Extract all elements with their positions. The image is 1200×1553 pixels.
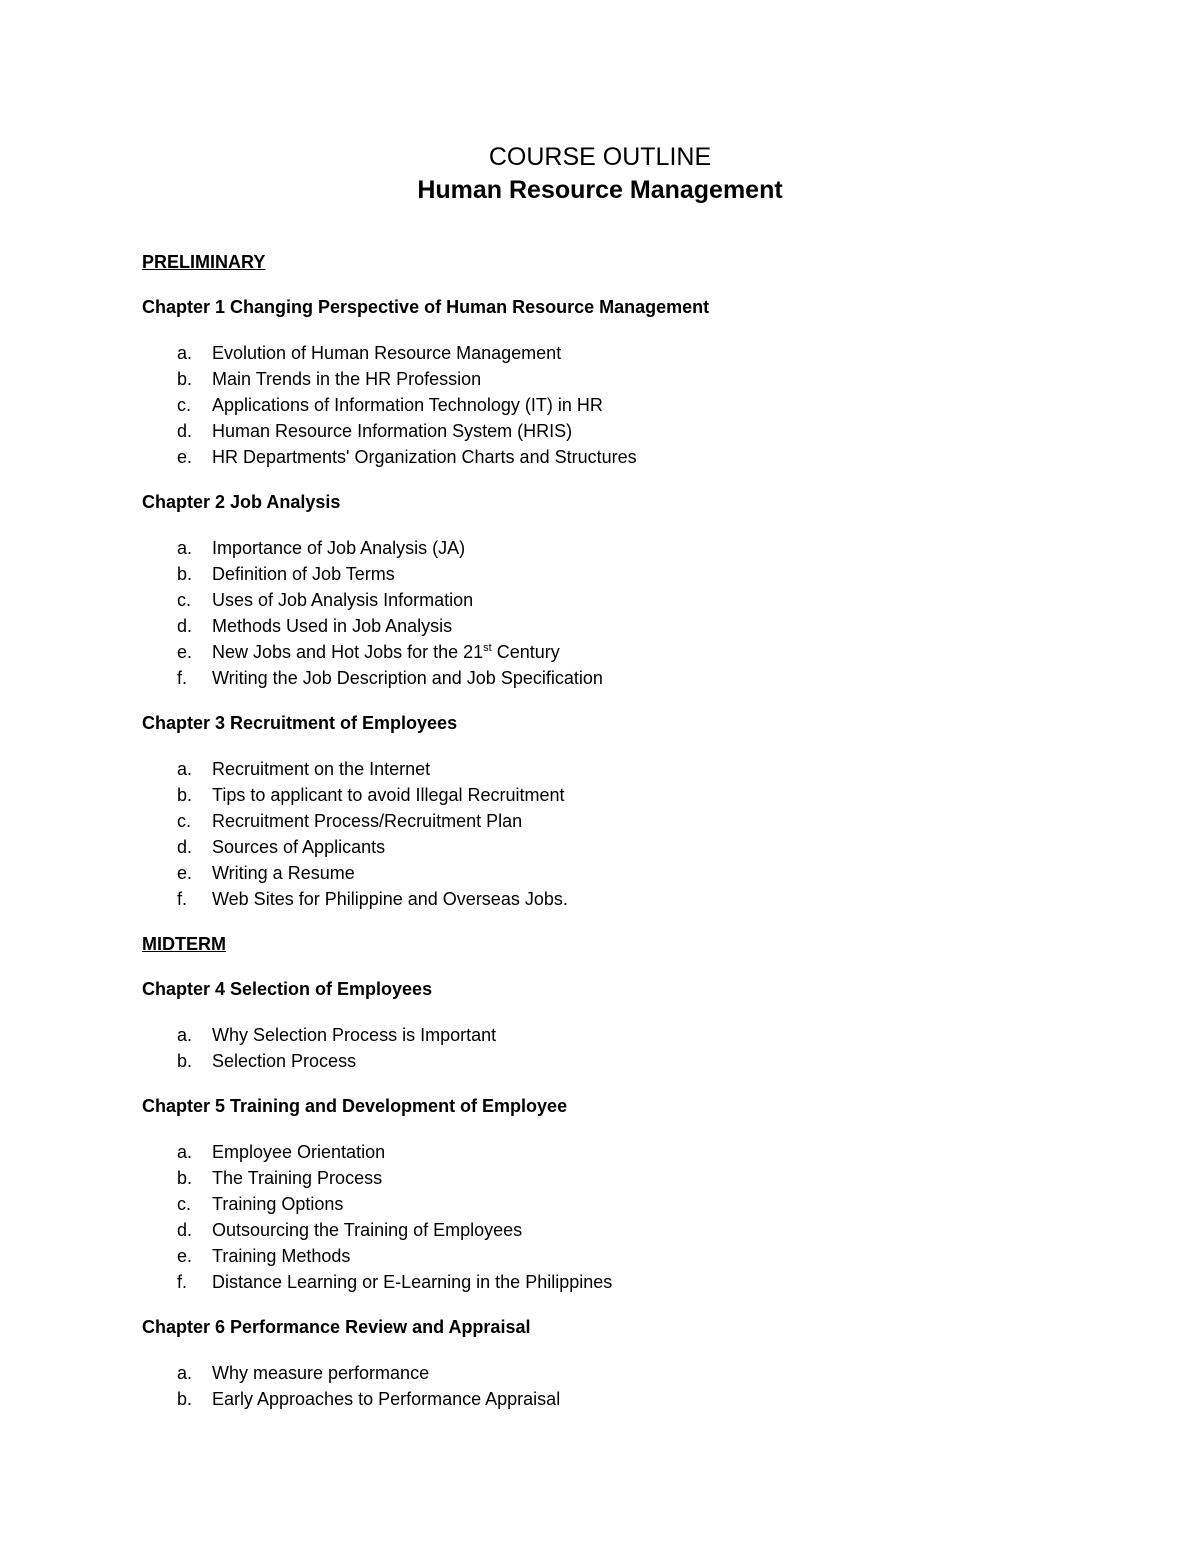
term-heading-midterm: MIDTERM [142,934,226,954]
topic-text [212,808,522,834]
topic-text-main: Employee Orientation [212,1142,386,1162]
topic-letter: f. [177,668,188,688]
list-item [142,535,1102,561]
course-outline-body [142,250,1102,1432]
chapter-title: Chapter 5 Training and Development of Employee [142,1096,568,1116]
topic-text-main: Evolution of Human Resource Management [212,343,562,363]
topic-text-main: Training Options [212,1194,344,1214]
topic-letter: a. [177,1363,193,1383]
list-item [142,561,1102,587]
topic-text-main: Why measure performance [212,1363,430,1383]
topic-text-main: Uses of Job Analysis Information [212,590,474,610]
topic-text [212,860,355,886]
topic-letter: e. [177,1246,193,1266]
list-item [142,1386,1102,1412]
list-item [142,860,1102,886]
topic-text [212,1191,343,1217]
topic-text-main: Training Methods [212,1246,351,1266]
chapter-block [142,711,1102,912]
list-item [142,808,1102,834]
topic-text-suffix: Century [491,642,560,662]
topic-text-main: Outsourcing the Training of Employees [212,1220,523,1240]
topic-text-main: Writing a Resume [212,863,355,883]
topic-text-main: Selection Process [212,1051,357,1071]
topic-text [212,1165,382,1191]
topic-text [212,1048,356,1074]
topic-text [212,1243,350,1269]
topic-text-main: Recruitment Process/Recruitment Plan [212,811,523,831]
list-item [142,1165,1102,1191]
topic-letter: e. [177,447,193,467]
topic-letter: a. [177,1142,193,1162]
list-item [142,665,1102,691]
topic-letter: b. [177,1051,193,1071]
list-item [142,1191,1102,1217]
topic-text [212,587,473,613]
list-item [142,1269,1102,1295]
topic-text-main: Definition of Job Terms [212,564,395,584]
topic-list [142,1360,1102,1412]
list-item [142,1048,1102,1074]
chapter-block [142,1315,1102,1412]
topic-text [212,665,603,691]
topic-text [212,535,465,561]
list-item [142,392,1102,418]
list-item [142,587,1102,613]
topic-text-main: Importance of Job Analysis (JA) [212,538,466,558]
topic-text-main: Why Selection Process is Important [212,1025,497,1045]
topic-text [212,834,385,860]
topic-letter: e. [177,642,193,662]
chapter-block [142,977,1102,1074]
topic-text-main: Early Approaches to Performance Appraisal [212,1389,561,1409]
topic-text [212,418,572,444]
document-title: COURSE OUTLINE [488,143,712,171]
list-item [142,613,1102,639]
topic-letter: d. [177,1220,193,1240]
topic-letter: d. [177,616,193,636]
list-item [142,340,1102,366]
topic-letter: b. [177,1168,193,1188]
topic-text [212,1217,522,1243]
topic-text-main: Methods Used in Job Analysis [212,616,453,636]
topic-letter: d. [177,837,193,857]
topic-text [212,561,395,587]
topic-text-main: HR Departments' Organization Charts and Structures [212,447,637,467]
list-item [142,366,1102,392]
list-item [142,782,1102,808]
topic-letter: a. [177,1025,193,1045]
chapter-block [142,295,1102,470]
chapter-block [142,1094,1102,1295]
list-item [142,756,1102,782]
topic-letter: f. [177,1272,188,1292]
topic-text [212,1269,612,1295]
chapter-title: Chapter 6 Performance Review and Appraisal [142,1317,531,1337]
chapter-block [142,490,1102,691]
topic-list [142,1139,1102,1295]
topic-text-main: Recruitment on the Internet [212,759,431,779]
topic-text-main: Tips to applicant to avoid Illegal Recruitment [212,785,565,805]
title-block [0,141,1200,207]
topic-text-main: Web Sites for Philippine and Overseas Jobs. [212,889,568,909]
topic-letter: c. [177,590,192,610]
topic-text [212,782,565,808]
topic-text [212,366,481,392]
topic-list [142,756,1102,912]
topic-letter: a. [177,538,193,558]
topic-letter: d. [177,421,193,441]
topic-text-main: Main Trends in the HR Profession [212,369,482,389]
list-item [142,834,1102,860]
topic-text [212,1022,496,1048]
list-item [142,444,1102,470]
list-item [142,1243,1102,1269]
list-item [142,1139,1102,1165]
topic-letter: b. [177,785,193,805]
topic-text-main: Sources of Applicants [212,837,386,857]
topic-letter: c. [177,395,192,415]
topic-letter: e. [177,863,193,883]
list-item [142,418,1102,444]
chapter-title: Chapter 3 Recruitment of Employees [142,713,458,733]
topic-text-main: Human Resource Information System (HRIS) [212,421,573,441]
topic-text-main: New Jobs and Hot Jobs for the 21 [212,642,484,662]
term-heading-preliminary: PRELIMINARY [142,252,266,272]
topic-text [212,392,603,418]
topic-text-main: Writing the Job Description and Job Specification [212,668,603,688]
topic-text-main: The Training Process [212,1168,383,1188]
topic-text [212,639,560,665]
topic-letter: b. [177,564,193,584]
topic-letter: b. [177,1389,193,1409]
list-item [142,1360,1102,1386]
topic-text [212,444,637,470]
list-item [142,1022,1102,1048]
ordinal-superscript: st [483,642,492,654]
topic-text-main: Applications of Information Technology (IT) in HR [212,395,603,415]
topic-text [212,756,430,782]
list-item [142,1217,1102,1243]
topic-text [212,886,568,912]
list-item [142,639,1102,665]
topic-list [142,340,1102,470]
topic-text [212,1386,560,1412]
topic-text [212,613,452,639]
topic-letter: a. [177,343,193,363]
topic-letter: c. [177,811,192,831]
topic-list [142,1022,1102,1074]
topic-letter: f. [177,889,188,909]
topic-text [212,1139,385,1165]
topic-text [212,1360,429,1386]
list-item [142,886,1102,912]
topic-list [142,535,1102,691]
chapter-title: Chapter 4 Selection of Employees [142,979,433,999]
topic-text-main: Distance Learning or E-Learning in the Philippines [212,1272,613,1292]
document-subtitle: Human Resource Management [417,176,783,204]
topic-letter: c. [177,1194,192,1214]
topic-letter: a. [177,759,193,779]
chapter-title: Chapter 2 Job Analysis [142,492,341,512]
chapter-title: Chapter 1 Changing Perspective of Human Resource Management [142,297,710,317]
topic-text [212,340,561,366]
topic-letter: b. [177,369,193,389]
